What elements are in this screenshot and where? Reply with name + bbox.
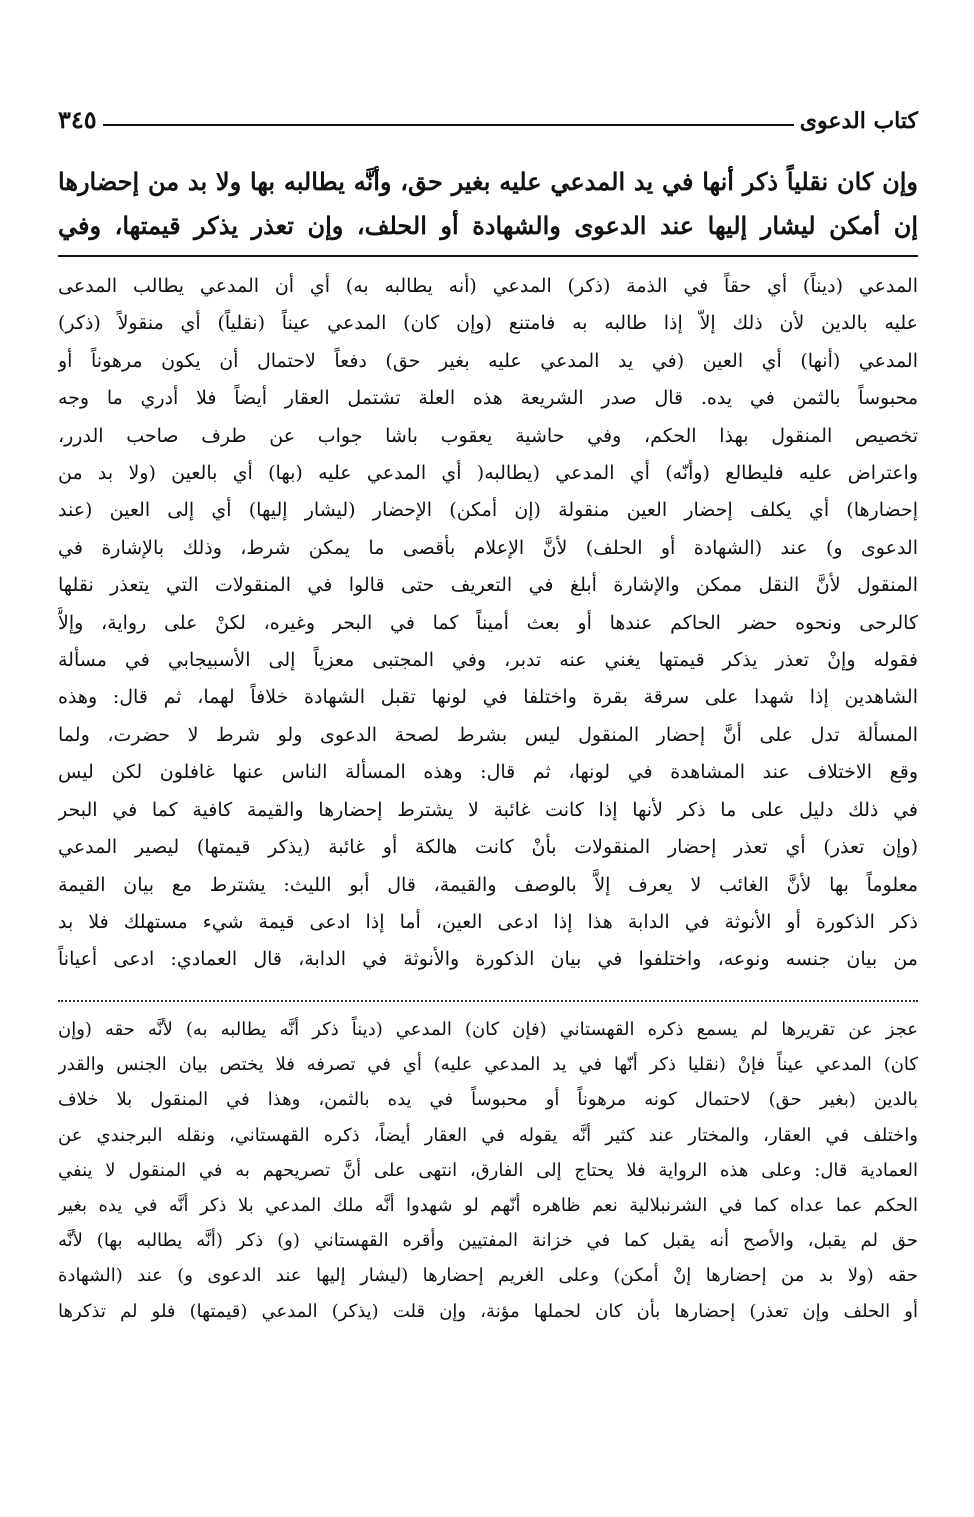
commentary-line: المسألة تدل على أنَّ إحضار المنقول ليس بشرط لصحة الدعوى ولو شرط لا حضرت، ولما [58,723,918,746]
main-text-line: وإن كان نقلياً ذكر أنها في يد المدعي عليه بغير حق، وأنَّه يطالبه بها ولا بد من إحضارها [58,167,918,196]
chapter-title: كتاب الدعوى [799,108,918,134]
header-rule [103,124,794,126]
commentary-line: حق لم يقبل، والأصح أنه يقبل كما في خزانة المفتيين وأقره القهستاني (و) ذكر (أنَّه يطالبه بها) لأنَّه [58,1230,918,1252]
commentary-line: (وإن تعذر) أي تعذر إحضار المنقولات بأنْ كانت هالكة أو غائبة (يذكر قيمتها) ليصير المدعي [58,836,918,859]
commentary-line: محبوساً بالثمن في يده. قال صدر الشريعة هذه العلة تشتمل العقار أيضاً فلا أدري ما وجه [58,387,918,410]
main-text [58,160,918,248]
commentary-line: فقوله وإنْ تعذر يذكر قيمتها يغني عنه تدبر، وفي المجتبى معزياً إلى الأسبيجابي في مسألة [58,649,918,672]
commentary-line: المدعي (ديناً) أي حقاً في الذمة (ذكر) المدعي (أنه يطالبه به) أي أن المدعي يطالب المدعى [58,275,918,297]
commentary-line: كان) المدعي عيناً فإنْ (نقليا ذكر أنّها في يد المدعي عليه) أي في تصرفه فلا يختص بيان الجنس والقدر [58,1054,918,1076]
commentary-line: وقع الاختلاف عند المشاهدة في لونها، ثم قال: وهذه المسألة الناس عنها غافلون لكن ليس [58,761,918,784]
commentary-first [58,268,918,979]
commentary-line: واعتراض عليه فليطالع (وأنّه) أي المدعي (يطالبه( أي المدعي عليه (بها) أي بالعين (ولا بد من [58,462,918,485]
commentary-line: عليه بالدين لأن ذلك إلاّ إذا طالبه به فامتنع (وإن كان) المدعي عيناً (نقلياً) أي منقولاً (ذكر) [58,312,918,335]
commentary-line: المدعي (أنها) أي العين (في يد المدعي عليه بغير حق) دفعاً لاحتمال أن يكون مرهوناً أو [58,349,918,372]
commentary-line: تخصيص المنقول بهذا الحكم، وفي حاشية يعقوب باشا جواب عن طرف صاحب الدرر، [58,424,918,447]
commentary-line: حقه (ولا بد من إحضارها إنْ أمكن) وعلى الغريم إحضارها (ليشار إليها عند الدعوى و) عند (الشهادة [58,1265,918,1287]
commentary-line: العمادية قال: وعلى هذه الرواية فلا يحتاج إلى الفارق، انتهى على أنَّ تصريحهم به في المنقول لا ينفي [58,1159,918,1181]
commentary-line: الشاهدين إذا شهدا على سرقة بقرة واختلفا في لونها تقبل الشهادة خلافاً لهما، ثم قال: وهذه [58,686,918,709]
commentary-line: في ذلك دليل على ما ذكر لأنها إذا كانت غائبة لا يشترط إحضارها والقيمة كافية كما في البحر [58,798,918,821]
commentary-line: واختلف في العقار، والمختار عند كثير أنَّه يقوله في العقار أيضاً، ذكره القهستاني، ونقله البرجندي عن [58,1124,918,1146]
commentary-second [58,1012,918,1329]
commentary-line: عجز عن تقريرها لم يسمع ذكره القهستاني (فإن كان) المدعي (ديناً ذكر أنَّه يطالبه به) لأنَّه حقه (وإن [58,1019,918,1040]
commentary-line: بالدين (بغير حق) لاحتمال كونه مرهوناً أو محبوساً في يده بالثمن، وهذا في المنقول بلا خلاف [58,1089,918,1111]
main-text-divider [58,255,918,257]
page-number: ٣٤٥ [58,105,97,134]
commentary-line: معلوماً بها لأنَّ الغائب لا يعرف إلاَّ بالوصف والقيمة، قال أبو الليث: يشترط مع بيان القيمة [58,873,918,896]
commentary-line: الحكم عما عداه كما في الشرنبلالية نعم ظاهره أنّهم لو شهدوا أنَّه ملك المدعي بلا ذكر أنَّه في يده بغير [58,1195,918,1217]
running-header [58,100,918,134]
commentary-line: المنقول لأنَّ النقل ممكن والإشارة أبلغ في التعريف حتى قالوا في المنقولات التي يتعذر نقلها [58,574,918,597]
commentary-line: من بيان جنسه ونوعه، واختلفوا في بيان الذكورة والأنوثة في الدابة، قال العمادي: ادعى أعياناً [58,948,918,971]
main-text-line: إن أمكن ليشار إليها عند الدعوى والشهادة أو الحلف، وإن تعذر يذكر قيمتها، وفي [58,211,918,240]
commentary-line: الدعوى و) عند (الشهادة أو الحلف) لأنَّ الإعلام بأقصى ما يمكن شرط، وذلك بالإشارة في [58,536,918,559]
commentary-separator [58,1000,918,1002]
commentary-line: إحضارها) أي يكلف إحضار العين منقولة (إن أمكن) الإحضار (ليشار إليها) أي إلى العين (عند [58,499,918,522]
commentary-line: أو الحلف وإن تعذر) إحضارها بأن كان لحملها مؤنة، وإن قلت (يذكر) المدعي (قيمتها) فلو لم تذكرها [58,1300,918,1322]
book-page [58,0,918,1517]
commentary-line: كالرحى ونحوه حضر الحاكم عندها أو بعث أميناً كما في البحر وغيره، لكنْ على رواية، وإلاَّ [58,611,918,634]
commentary-line: ذكر الذكورة أو الأنوثة في الدابة هذا إذا ادعى العين، أما إذا ادعى قيمة شيء مستهلك فلا بد [58,910,918,933]
